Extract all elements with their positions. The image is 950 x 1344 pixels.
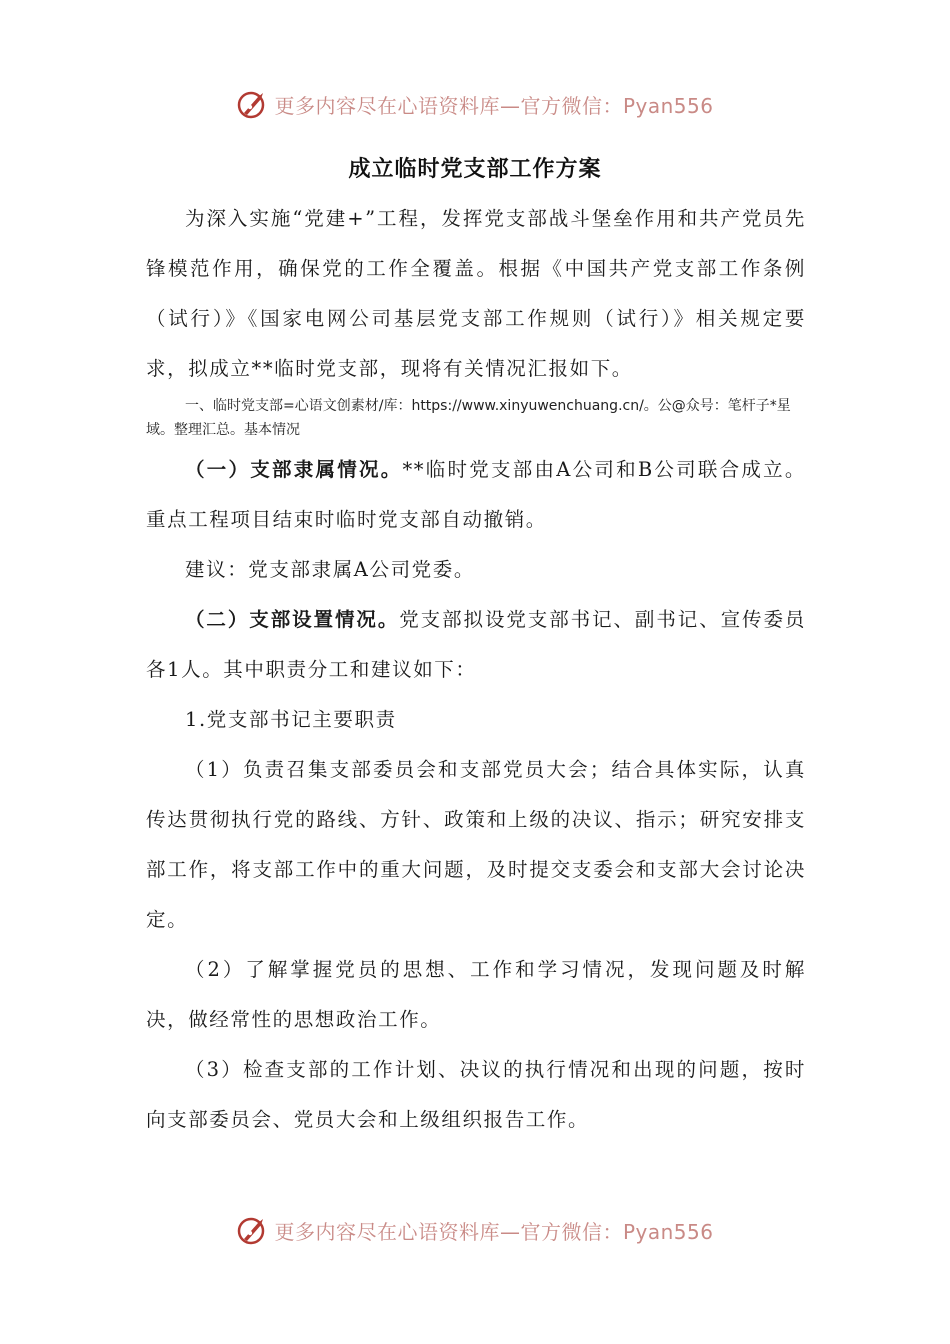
- intro-paragraph: 为深入实施“党建+”工程，发挥党支部战斗堡垒作用和共产党员先锋模范作用，确保党的工作全覆盖。根据《中国共产党支部工作条例（试行）》《国家电网公司基层党支部工作规则（试行）》相关规定要求，拟成立**临时党支部，现将有关情况汇报如下。: [146, 207, 806, 380]
- suggestion-paragraph: 建议：党支部隶属A公司党委。: [185, 558, 475, 581]
- pen-nib-circle-icon: [236, 1213, 270, 1247]
- section-heading-note: 一、临时党支部=心语文创素材/库：https://www.xinyuwenchuang.cn/。公@众号：笔杆子*星域。整理汇总。基本情况: [146, 398, 791, 438]
- subsection-setup-body: 党支部拟设党支部书记、副书记、宣传委员各1人。其中职责分工和建议如下：: [146, 608, 806, 681]
- banner-text: 更多内容尽在心语资料库—官方微信：Pyan556: [274, 93, 714, 118]
- banner-text: 更多内容尽在心语资料库—官方微信：Pyan556: [274, 1219, 714, 1244]
- pen-nib-circle-icon: [236, 87, 270, 121]
- item-heading: 1.党支部书记主要职责: [185, 708, 397, 731]
- duty-paragraph-3: （3）检查支部的工作计划、决议的执行情况和出现的问题，按时向支部委员会、党员大会和上级组织报告工作。: [146, 1058, 806, 1131]
- subsection-affiliation: [146, 445, 806, 545]
- document-title: 成立临时党支部工作方案: [348, 156, 602, 182]
- footer-banner: [0, 1208, 950, 1252]
- duty-paragraph-1: （1）负责召集支部委员会和支部党员大会；结合具体实际，认真传达贯彻执行党的路线、方针、政策和上级的决议、指示；研究安排支部工作，将支部工作中的重大问题，及时提交支委会和支部大会讨论决定。: [146, 758, 806, 931]
- subsection-setup: [146, 595, 806, 695]
- duty-paragraph-2: （2）了解掌握党员的思想、工作和学习情况，发现问题及时解决，做经常性的思想政治工作。: [146, 958, 806, 1031]
- subsection-setup-lead: （二）支部设置情况。: [185, 608, 400, 631]
- subsection-affiliation-body: **临时党支部由A公司和B公司联合成立。重点工程项目结束时临时党支部自动撤销。: [146, 458, 806, 531]
- header-banner: [0, 82, 950, 126]
- subsection-affiliation-lead: （一）支部隶属情况。: [185, 458, 403, 481]
